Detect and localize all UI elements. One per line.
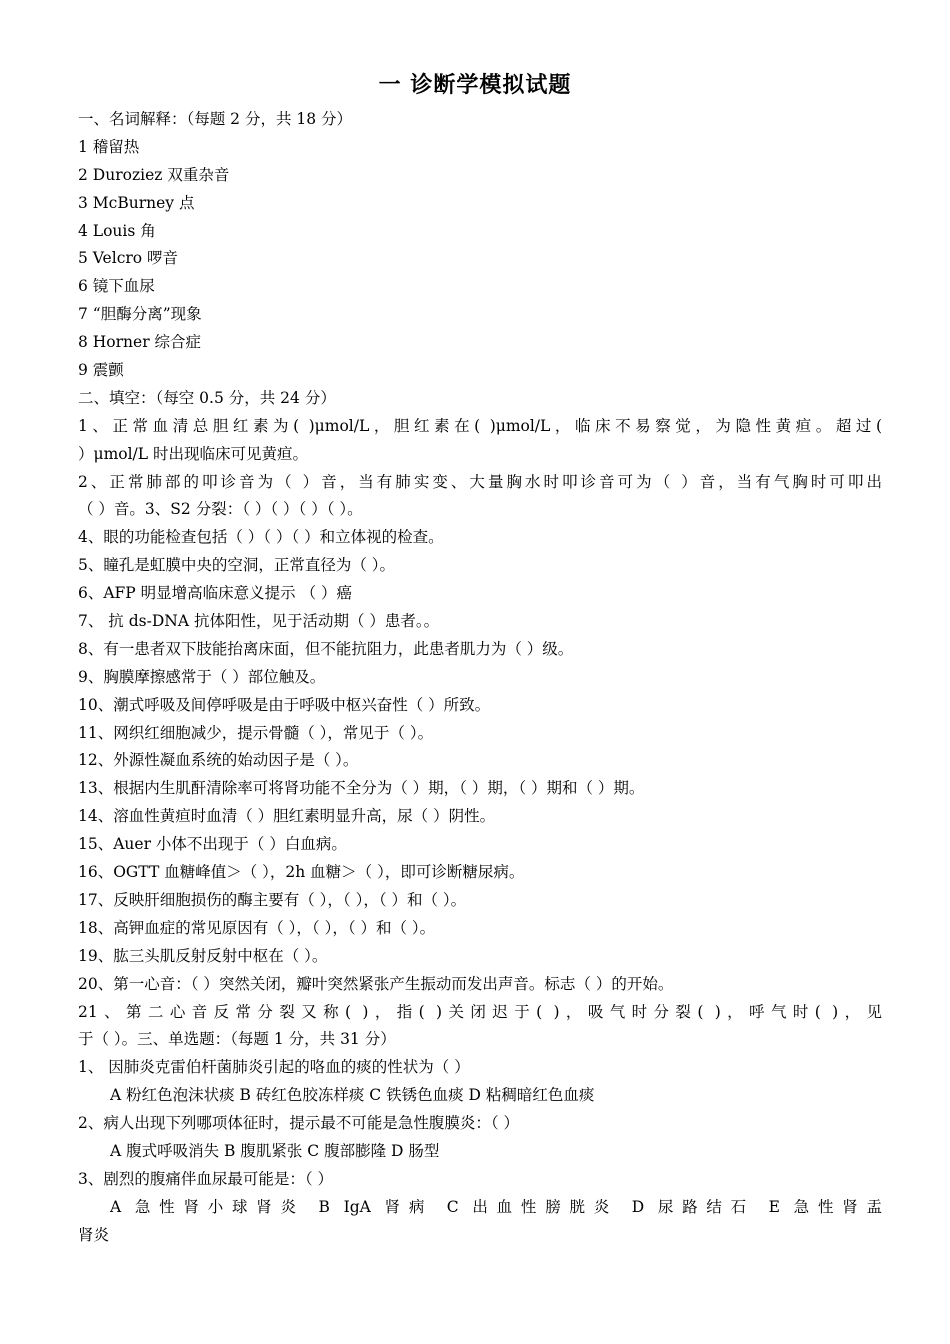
term-item: 2 Duroziez 双重杂音 [78,165,230,184]
fill-item: （ ）音。3、S2 分裂：（ ）（ ）（ ）（ ）。 [78,500,363,519]
fill-item: 14、溶血性黄疸时血清（ ）胆红素明显升高，尿（ ）阴性。 [78,807,496,826]
fill-item-cont: 于（ ）。三、单选题：（每题 1 分，共 31 分） [78,1030,396,1049]
fill-item: 19、肱三头肌反射反射中枢在（ ）。 [78,946,328,965]
fill-item: 17、反映肝细胞损伤的酶主要有（ ），（ ），（ ）和（ ）。 [78,890,467,909]
fill-item: 8、有一患者双下肢能抬离床面，但不能抗阻力，此患者肌力为（ ）级。 [78,639,574,658]
fill-item: 13、根据内生肌酐清除率可将肾功能不全分为（ ）期，（ ）期，（ ）期和（ ）期。 [78,779,645,798]
question-options: A 腹式呼吸消失 B 腹肌紧张 C 腹部膨隆 D 肠型 [110,1141,440,1160]
section-heading-terms: 一、名词解释：（每题 2 分，共 18 分） [78,110,353,128]
fill-item: 21、第二心音反常分裂又称( )，指( )关闭迟于( )，吸气时分裂( )，呼气时( )，见 [78,1002,882,1021]
fill-item: 15、Auer 小体不出现于（ ）白血病。 [78,835,347,854]
fill-item: 6、AFP 明显增高临床意义提示 （ ）癌 [78,584,353,603]
term-item: 6 镜下血尿 [78,277,155,296]
document-body [78,106,882,1250]
question-options: A 粉红色泡沫状痰 B 砖红色胶冻样痰 C 铁锈色血痰 D 粘稠暗红色血痰 [110,1086,595,1105]
question-options-cont: 肾炎 [78,1225,110,1244]
section-heading-fill: 二、填空：（每空 0.5 分，共 24 分） [78,388,336,407]
fill-item: 4、眼的功能检查包括（ ）（ ）（ ）和立体视的检查。 [78,528,444,547]
fill-item: 7、 抗 ds-DNA 抗体阳性，见于活动期（ ）患者。。 [78,612,440,631]
fill-item: 11、网织红细胞减少，提示骨髓（ ），常见于（ ）。 [78,723,434,742]
question-item: 1、 因肺炎克雷伯杆菌肺炎引起的咯血的痰的性状为（ ） [78,1058,470,1077]
page-title: 一 诊断学模拟试题 [378,73,572,98]
fill-item: 5、瞳孔是虹膜中央的空洞，正常直径为（ ）。 [78,556,396,575]
fill-item: 2、正常肺部的叩诊音为（ ）音，当有肺实变、大量胸水时叩诊音可为（ ）音，当有气胸时可叩出 [78,472,882,491]
term-item: 5 Velcro 啰音 [78,249,179,268]
term-item: 7 “胆酶分离”现象 [78,305,202,324]
question-options: A 急性肾小球肾炎 B IgA 肾病 C 出血性膀胱炎 D 尿路结石 E 急性肾盂 [110,1197,882,1216]
question-item: 3、剧烈的腹痛伴血尿最可能是：（ ） [78,1169,334,1188]
question-item: 2、病人出现下列哪项体征时，提示最不可能是急性腹膜炎：（ ） [78,1114,520,1133]
fill-item: 9、胸膜摩擦感常于（ ）部位触及。 [78,667,326,686]
fill-item: 1、正常血清总胆红素为( )μmol/L，胆红素在( )μmol/L，临床不易察觉，为隐性黄疸。超过( [78,416,882,435]
fill-item: 18、高钾血症的常见原因有（ ），（ ），（ ）和（ ）。 [78,918,436,937]
term-item: 4 Louis 角 [78,221,156,240]
fill-item: 20、第一心音：（ ）突然关闭，瓣叶突然紧张产生振动而发出声音。标志（ ）的开始。 [78,974,674,993]
fill-item: 10、潮式呼吸及间停呼吸是由于呼吸中枢兴奋性（ ）所致。 [78,695,491,714]
term-item: 3 McBurney 点 [78,193,195,212]
fill-item-cont: ）μmol/L 时出现临床可见黄疸。 [78,444,309,463]
fill-item: 16、OGTT 血糖峰值＞（ ），2h 血糖＞（ ），即可诊断糖尿病。 [78,863,525,882]
term-item: 1 稽留热 [78,137,140,156]
term-item: 8 Horner 综合症 [78,333,202,352]
fill-item: 12、外源性凝血系统的始动因子是（ ）。 [78,751,359,770]
term-item: 9 震颤 [78,361,124,380]
